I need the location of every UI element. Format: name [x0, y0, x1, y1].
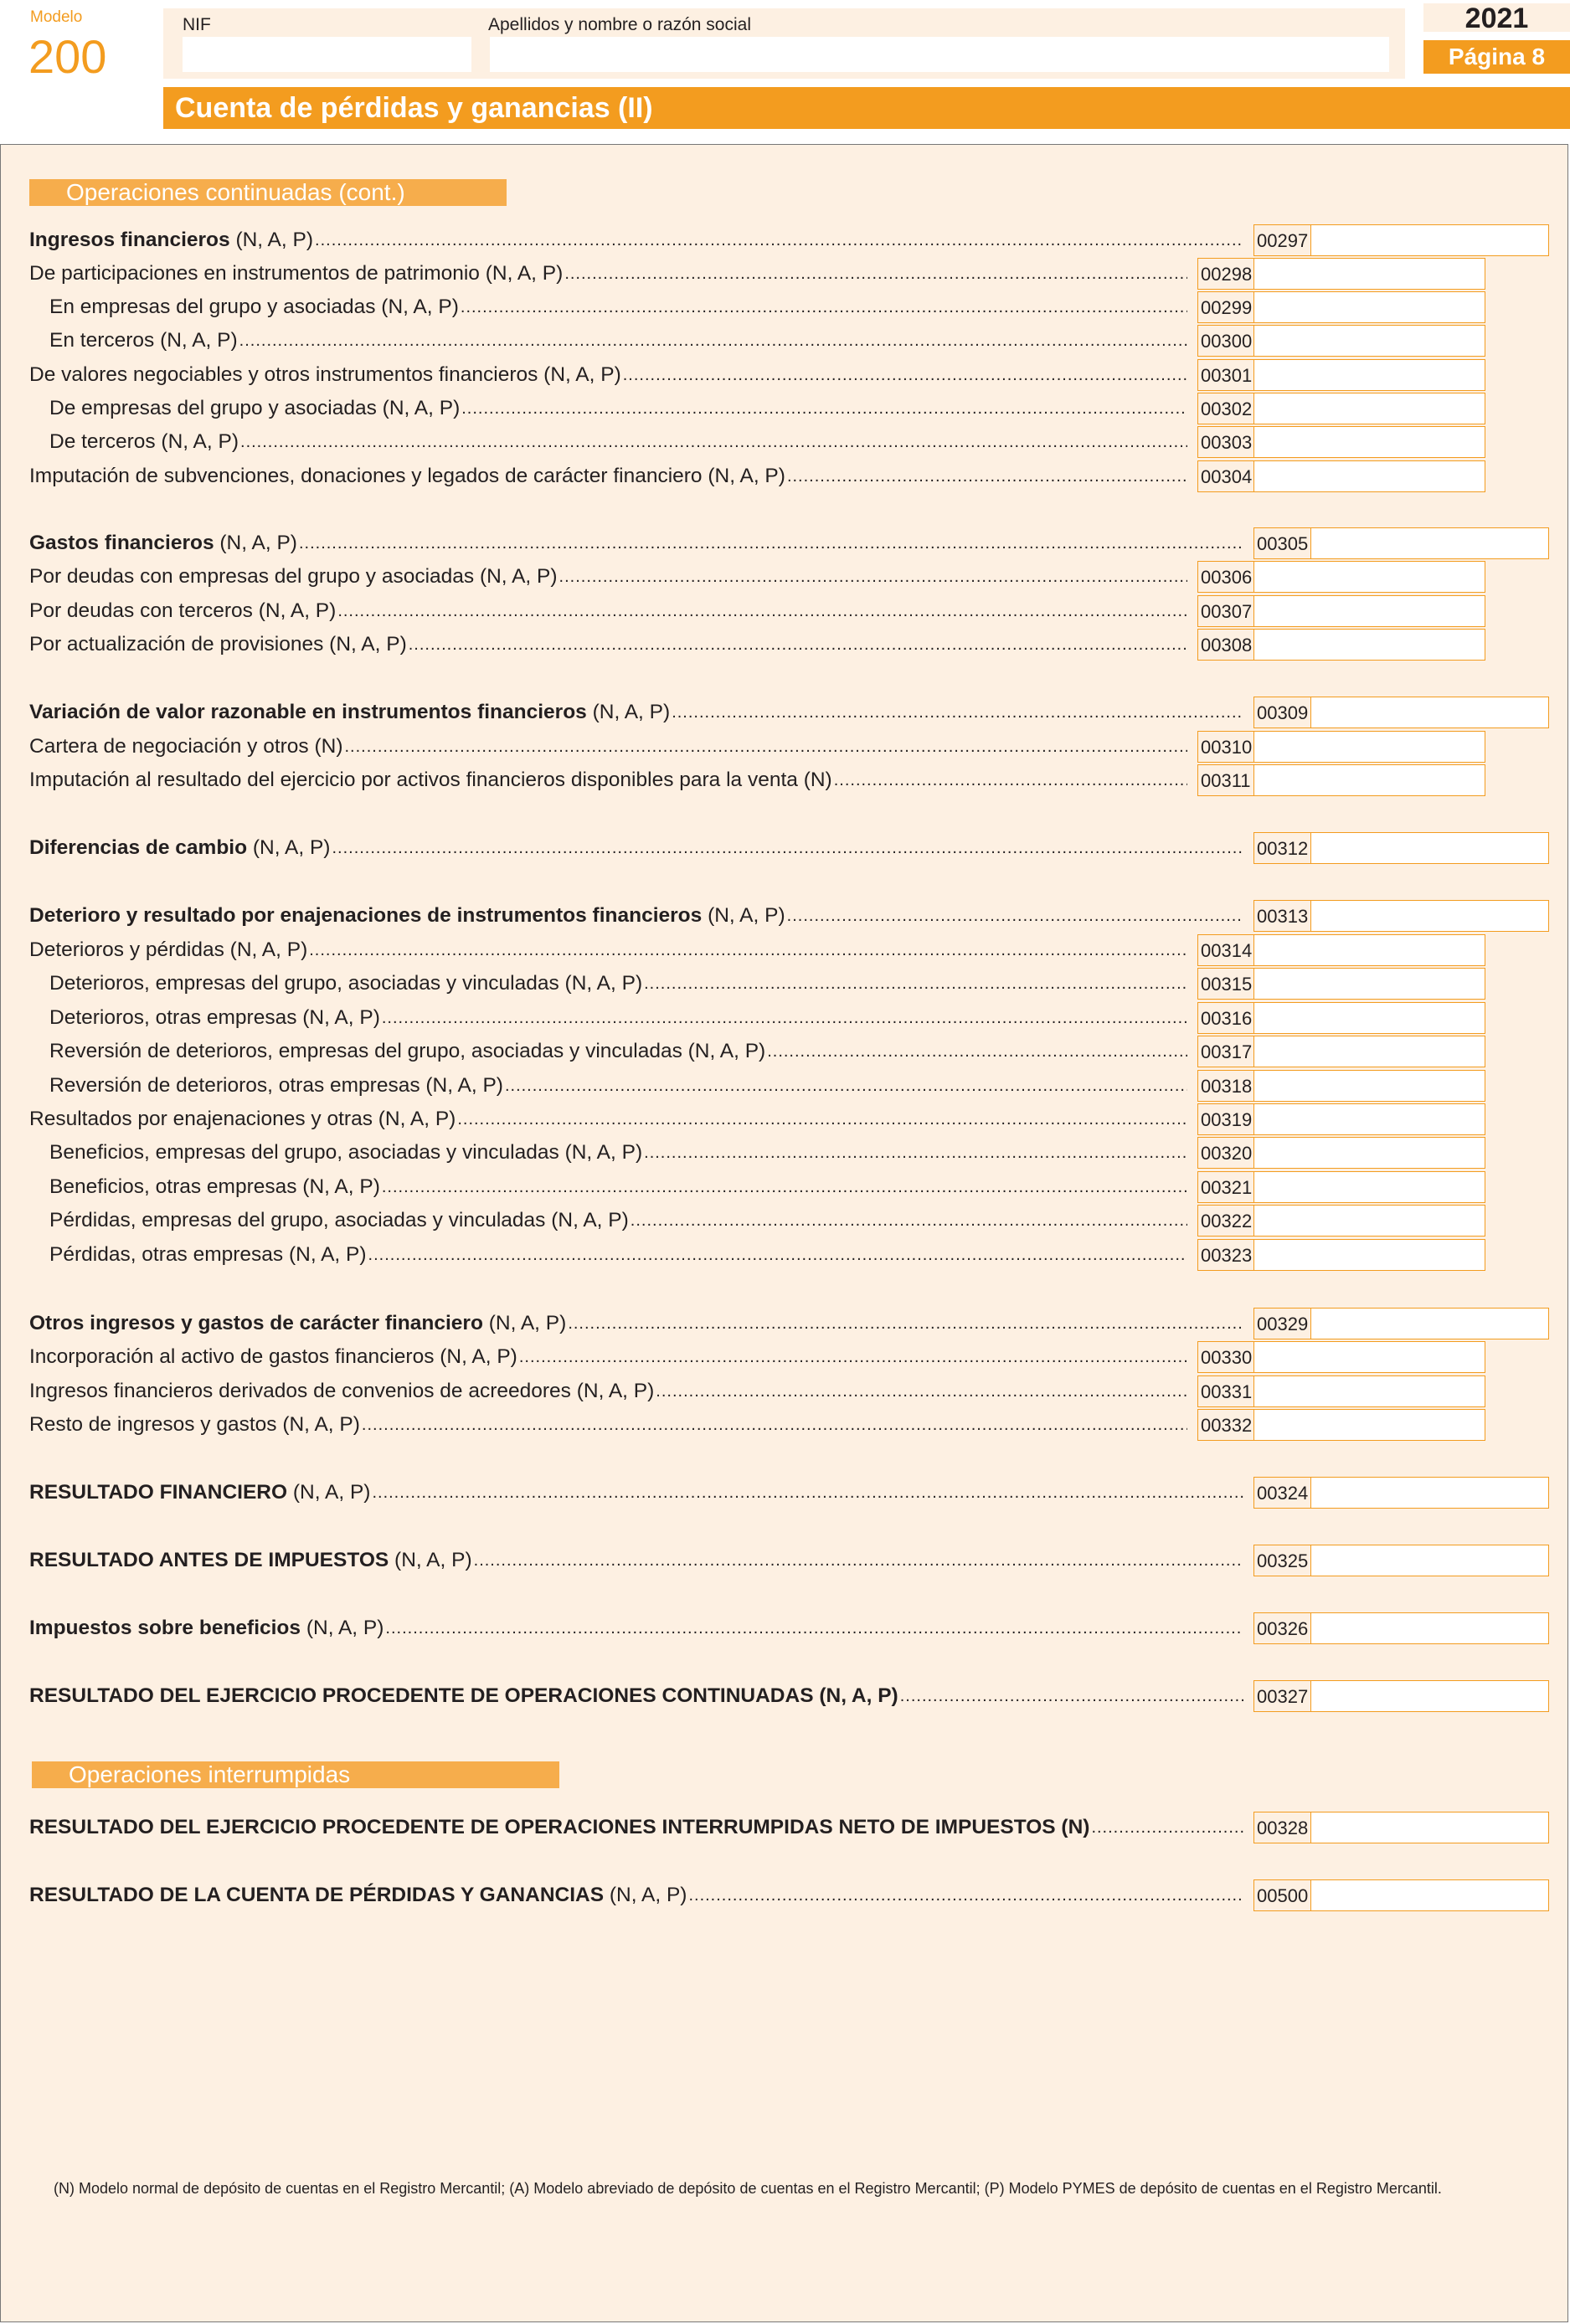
- dot-leader: [332, 839, 1243, 858]
- box-value-field[interactable]: [1253, 460, 1485, 492]
- form-row: [29, 359, 1187, 391]
- box-code: 00318: [1197, 1070, 1254, 1102]
- row-label: [49, 972, 642, 995]
- form-row: [29, 832, 1243, 864]
- dot-leader: [382, 1178, 1187, 1197]
- box-value-field[interactable]: [1253, 426, 1485, 458]
- dot-leader: [688, 1886, 1243, 1905]
- row-label: [29, 938, 307, 962]
- row-label-text: (N, A, P): [702, 904, 785, 927]
- dot-leader: [564, 265, 1187, 284]
- box-value-field[interactable]: [1310, 900, 1549, 932]
- box-code: 00316: [1197, 1002, 1254, 1034]
- box-value-field[interactable]: [1310, 832, 1549, 864]
- dot-leader: [1091, 1818, 1243, 1838]
- form-row: [49, 1137, 1187, 1169]
- box-value-field[interactable]: [1310, 1812, 1549, 1843]
- row-label: [29, 1684, 898, 1708]
- form-row: [29, 224, 1243, 256]
- form-row: [49, 1070, 1187, 1102]
- box-value-field[interactable]: [1253, 1070, 1485, 1102]
- dot-leader: [239, 332, 1187, 351]
- form-row: [49, 1036, 1187, 1067]
- dot-leader: [474, 1551, 1243, 1571]
- row-label-text: (N, A, P): [247, 836, 331, 859]
- form-row: [29, 1409, 1187, 1441]
- box-value-field[interactable]: [1253, 359, 1485, 391]
- row-label-text: Deterioros, empresas del grupo, asociadas y vinculadas (N, A, P): [49, 972, 643, 995]
- box-code: 00321: [1197, 1171, 1254, 1203]
- dot-leader: [337, 602, 1187, 621]
- box-code: 00299: [1197, 291, 1254, 323]
- row-label-text: De terceros (N, A, P): [49, 430, 239, 453]
- box-value-field[interactable]: [1310, 224, 1549, 256]
- row-label-text: Deterioros y pérdidas (N, A, P): [29, 938, 308, 961]
- row-label-text: Deterioros, otras empresas (N, A, P): [49, 1006, 380, 1029]
- row-label-text: (N, A, P): [586, 701, 671, 723]
- form-row: [29, 1103, 1187, 1135]
- dot-leader: [372, 1483, 1243, 1503]
- box-code: 00300: [1197, 325, 1254, 357]
- row-label: [49, 1243, 367, 1267]
- box-code: 00309: [1253, 697, 1311, 728]
- dot-leader: [461, 298, 1187, 317]
- form-row: [29, 1308, 1243, 1339]
- row-label: [29, 1617, 383, 1640]
- row-label: [29, 1108, 456, 1131]
- name-label: Apellidos y nombre o razón social: [488, 15, 751, 34]
- form-row: [29, 1879, 1243, 1911]
- dot-leader: [631, 1211, 1187, 1231]
- row-label: [29, 1884, 687, 1907]
- row-label-text: En empresas del grupo y asociadas (N, A, P): [49, 296, 459, 318]
- box-code: 00313: [1253, 900, 1311, 932]
- form-row: [49, 291, 1187, 323]
- form-row: [49, 325, 1187, 357]
- form-row: [49, 1205, 1187, 1237]
- box-value-field[interactable]: [1253, 968, 1485, 1000]
- box-value-field[interactable]: [1253, 629, 1485, 661]
- form-row: [29, 1375, 1187, 1407]
- dot-leader: [519, 1348, 1187, 1367]
- dot-leader: [559, 568, 1187, 587]
- dot-leader: [656, 1382, 1187, 1401]
- row-label: [49, 329, 238, 352]
- row-label-bold: RESULTADO FINANCIERO: [29, 1481, 288, 1504]
- box-value-field[interactable]: [1310, 1545, 1549, 1576]
- row-label: [29, 599, 336, 623]
- row-label-text: Por deudas con empresas del grupo y asociadas (N, A, P): [29, 565, 558, 588]
- box-code: 00314: [1197, 934, 1254, 966]
- row-label-text: Imputación de subvenciones, donaciones y legados de carácter financiero (N, A, P): [29, 465, 785, 487]
- box-code: 00323: [1197, 1239, 1254, 1271]
- box-code: 00307: [1197, 595, 1254, 627]
- box-value-field[interactable]: [1253, 291, 1485, 323]
- row-label-text: Pérdidas, otras empresas (N, A, P): [49, 1243, 367, 1266]
- row-label-text: Beneficios, empresas del grupo, asociadas y vinculadas (N, A, P): [49, 1141, 643, 1164]
- row-label-text: Incorporación al activo de gastos financieros (N, A, P): [29, 1345, 517, 1368]
- row-label: [29, 904, 785, 928]
- box-code: 00306: [1197, 561, 1254, 593]
- row-label: [49, 430, 239, 454]
- box-code: 00302: [1197, 393, 1254, 424]
- form-row: [29, 764, 1187, 796]
- row-label: [49, 296, 459, 319]
- dot-leader: [767, 1042, 1187, 1062]
- box-code: 00324: [1253, 1477, 1311, 1509]
- form-row: [29, 1341, 1187, 1373]
- box-code: 00317: [1197, 1036, 1254, 1067]
- box-value-field[interactable]: [1253, 595, 1485, 627]
- row-label-text: Reversión de deterioros, empresas del grupo, asociadas y vinculadas (N, A, P): [49, 1040, 766, 1062]
- row-label-text: Ingresos financieros derivados de convenios de acreedores (N, A, P): [29, 1380, 655, 1402]
- box-value-field[interactable]: [1310, 1612, 1549, 1644]
- form-row: [49, 426, 1187, 458]
- form-row: [49, 1002, 1187, 1034]
- dot-leader: [315, 231, 1243, 250]
- box-code: 00328: [1253, 1812, 1311, 1843]
- form-row: [29, 1680, 1243, 1712]
- row-label-bold: Deterioro y resultado por enajenaciones de instrumentos financieros: [29, 904, 703, 927]
- row-label-text: (N, A, P): [482, 1312, 567, 1334]
- row-label-bold: Diferencias de cambio: [29, 836, 248, 859]
- row-label: [29, 1481, 370, 1504]
- box-value-field[interactable]: [1310, 1308, 1549, 1339]
- row-label-text: (N, A, P): [287, 1481, 371, 1504]
- row-label: [29, 1413, 360, 1437]
- dot-leader: [385, 1619, 1243, 1638]
- dot-leader: [382, 1009, 1187, 1028]
- form-row: [29, 731, 1187, 763]
- box-value-field[interactable]: [1253, 1137, 1485, 1169]
- box-value-field[interactable]: [1253, 393, 1485, 424]
- row-label: [29, 565, 558, 589]
- row-label-text: Pérdidas, empresas del grupo, asociadas y vinculadas (N, A, P): [49, 1209, 629, 1231]
- box-code: 00315: [1197, 968, 1254, 1000]
- form-row: [29, 1477, 1243, 1509]
- dot-leader: [623, 366, 1187, 385]
- dot-leader: [344, 738, 1187, 757]
- dot-leader: [457, 1110, 1187, 1129]
- row-label: [29, 229, 313, 252]
- box-code: 00311: [1197, 764, 1254, 796]
- row-label-text: (N, A, P): [229, 229, 314, 251]
- row-label-bold: RESULTADO ANTES DE IMPUESTOS: [29, 1549, 389, 1571]
- box-code: 00303: [1197, 426, 1254, 458]
- row-label-text: Cartera de negociación y otros (N): [29, 735, 343, 758]
- row-label: [29, 633, 407, 656]
- row-label: [29, 701, 670, 724]
- dot-leader: [362, 1416, 1187, 1435]
- row-label: [49, 1040, 765, 1063]
- box-code: 00319: [1197, 1103, 1254, 1135]
- box-value-field[interactable]: [1253, 1205, 1485, 1237]
- box-value-field[interactable]: [1253, 561, 1485, 593]
- box-code: 00312: [1253, 832, 1311, 864]
- modelo-number: 200: [28, 30, 107, 83]
- box-code: 00310: [1197, 731, 1254, 763]
- form-row: [49, 968, 1187, 1000]
- row-label-bold: RESULTADO DE LA CUENTA DE PÉRDIDAS Y GANANCIAS: [29, 1884, 605, 1906]
- row-label: [29, 1549, 472, 1572]
- box-code: 00298: [1197, 258, 1254, 290]
- row-label-text: De participaciones en instrumentos de patrimonio (N, A, P): [29, 262, 564, 285]
- box-code: 00304: [1197, 460, 1254, 492]
- box-code: 00331: [1197, 1375, 1254, 1407]
- box-value-field[interactable]: [1253, 258, 1485, 290]
- row-label-text: Reversión de deterioros, otras empresas (N, A, P): [49, 1074, 503, 1097]
- modelo-label: Modelo: [30, 8, 83, 26]
- box-value-field[interactable]: [1253, 1409, 1485, 1441]
- row-label-bold: RESULTADO DEL EJERCICIO PROCEDENTE DE OPERACIONES CONTINUADAS (N, A, P): [29, 1684, 898, 1707]
- dot-leader: [409, 635, 1187, 655]
- box-code: 00326: [1253, 1612, 1311, 1644]
- page-title: Cuenta de pérdidas y ganancias (II): [163, 87, 1570, 129]
- row-label-bold: Ingresos financieros: [29, 229, 230, 251]
- row-label-text: (N, A, P): [214, 532, 297, 554]
- row-label-bold: Gastos financieros: [29, 532, 214, 554]
- nif-label: NIF: [183, 15, 211, 34]
- row-label: [49, 1074, 503, 1098]
- row-label: [29, 836, 330, 860]
- form-row: [29, 595, 1187, 627]
- row-label: [49, 1175, 380, 1199]
- dot-leader: [568, 1314, 1243, 1334]
- form-row: [29, 1545, 1243, 1576]
- row-label: [29, 363, 621, 387]
- dot-leader: [900, 1687, 1243, 1706]
- row-label: [49, 397, 460, 420]
- row-label-text: En terceros (N, A, P): [49, 329, 238, 352]
- box-value-field[interactable]: [1253, 1375, 1485, 1407]
- row-label: [29, 1816, 1089, 1839]
- row-label-text: De valores negociables y otros instrumentos financieros (N, A, P): [29, 363, 621, 386]
- box-code: 00322: [1197, 1205, 1254, 1237]
- box-value-field[interactable]: [1310, 1680, 1549, 1712]
- page-badge: Página 8: [1423, 40, 1570, 74]
- box-code: 00325: [1253, 1545, 1311, 1576]
- box-code: 00297: [1253, 224, 1311, 256]
- box-value-field[interactable]: [1253, 731, 1485, 763]
- dot-leader: [368, 1246, 1187, 1265]
- section-header-continuadas: Operaciones continuadas (cont.): [29, 179, 507, 206]
- dot-leader: [461, 399, 1187, 419]
- form-row: [29, 629, 1187, 661]
- row-label-text: (N, A, P): [389, 1549, 472, 1571]
- row-label: [49, 1141, 642, 1165]
- box-value-field[interactable]: [1310, 697, 1549, 728]
- form-row: [29, 934, 1187, 966]
- box-code: 00305: [1253, 527, 1311, 559]
- box-value-field[interactable]: [1253, 764, 1485, 796]
- row-label: [29, 532, 297, 555]
- row-label: [29, 769, 832, 792]
- dot-leader: [834, 771, 1187, 790]
- row-label: [29, 1312, 566, 1335]
- box-code: 00327: [1253, 1680, 1311, 1712]
- box-value-field[interactable]: [1253, 325, 1485, 357]
- box-value-field[interactable]: [1310, 1477, 1549, 1509]
- row-label-text: Por deudas con terceros (N, A, P): [29, 599, 337, 622]
- row-label: [29, 1345, 517, 1369]
- row-label-text: (N, A, P): [301, 1617, 384, 1639]
- form-row: [29, 697, 1243, 728]
- box-value-field[interactable]: [1253, 1103, 1485, 1135]
- form-row: [29, 527, 1243, 559]
- row-label-bold: Impuestos sobre beneficios: [29, 1617, 301, 1639]
- row-label: [29, 465, 785, 488]
- dot-leader: [787, 907, 1243, 926]
- row-label: [29, 735, 342, 758]
- form-row: [29, 1612, 1243, 1644]
- nif-field[interactable]: [183, 37, 471, 72]
- box-code: 00301: [1197, 359, 1254, 391]
- row-label-text: Resultados por enajenaciones y otras (N, A, P): [29, 1108, 456, 1130]
- row-label-text: Resto de ingresos y gastos (N, A, P): [29, 1413, 360, 1436]
- dot-leader: [644, 1144, 1187, 1163]
- form-row: [29, 900, 1243, 932]
- form-row: [49, 1171, 1187, 1203]
- dot-leader: [309, 941, 1187, 960]
- dot-leader: [644, 974, 1187, 994]
- year-badge: 2021: [1423, 3, 1570, 32]
- row-label-bold: Otros ingresos y gastos de carácter financiero: [29, 1312, 483, 1334]
- name-field[interactable]: [490, 37, 1389, 72]
- box-value-field[interactable]: [1253, 1239, 1485, 1271]
- footnote: (N) Modelo normal de depósito de cuentas en el Registro Mercantil; (A) Modelo abreviado de depósito de cuentas en el Registro Mercantil; (P) Modelo PYMES de depósito de cuentas en el Registro Mercantil.: [54, 2180, 1442, 2197]
- box-value-field[interactable]: [1310, 1879, 1549, 1911]
- row-label: [29, 1380, 654, 1403]
- form-row: [29, 460, 1187, 492]
- form-row: [29, 561, 1187, 593]
- dot-leader: [787, 467, 1187, 486]
- row-label-bold: RESULTADO DEL EJERCICIO PROCEDENTE DE OPERACIONES INTERRUMPIDAS NETO DE IMPUESTOS (N): [29, 1816, 1090, 1838]
- box-code: 00329: [1253, 1308, 1311, 1339]
- row-label-text: Beneficios, otras empresas (N, A, P): [49, 1175, 380, 1198]
- box-value-field[interactable]: [1253, 1171, 1485, 1203]
- form-row: [49, 393, 1187, 424]
- box-code: 00320: [1197, 1137, 1254, 1169]
- box-code: 00330: [1197, 1341, 1254, 1373]
- row-label: [49, 1006, 380, 1030]
- row-label-bold: Variación de valor razonable en instrumentos financieros: [29, 701, 587, 723]
- dot-leader: [299, 534, 1243, 553]
- form-row: [29, 258, 1187, 290]
- box-value-field[interactable]: [1253, 1341, 1485, 1373]
- box-code: 00332: [1197, 1409, 1254, 1441]
- form-row: [29, 1812, 1243, 1843]
- dot-leader: [672, 703, 1243, 722]
- box-value-field[interactable]: [1253, 1036, 1485, 1067]
- row-label: [29, 262, 563, 285]
- row-label-text: Imputación al resultado del ejercicio por activos financieros disponibles para la venta (N): [29, 769, 832, 791]
- row-label-text: De empresas del grupo y asociadas (N, A, P): [49, 397, 461, 419]
- box-code: 00308: [1197, 629, 1254, 661]
- box-value-field[interactable]: [1253, 1002, 1485, 1034]
- box-value-field[interactable]: [1310, 527, 1549, 559]
- box-code: 00500: [1253, 1879, 1311, 1911]
- form-row: [49, 1239, 1187, 1271]
- dot-leader: [505, 1077, 1187, 1096]
- row-label: [49, 1209, 629, 1232]
- dot-leader: [240, 433, 1187, 452]
- row-label-text: Por actualización de provisiones (N, A, P): [29, 633, 407, 656]
- row-label-text: (N, A, P): [604, 1884, 687, 1906]
- box-value-field[interactable]: [1253, 934, 1485, 966]
- section-header-interrumpidas: Operaciones interrumpidas: [32, 1761, 559, 1788]
